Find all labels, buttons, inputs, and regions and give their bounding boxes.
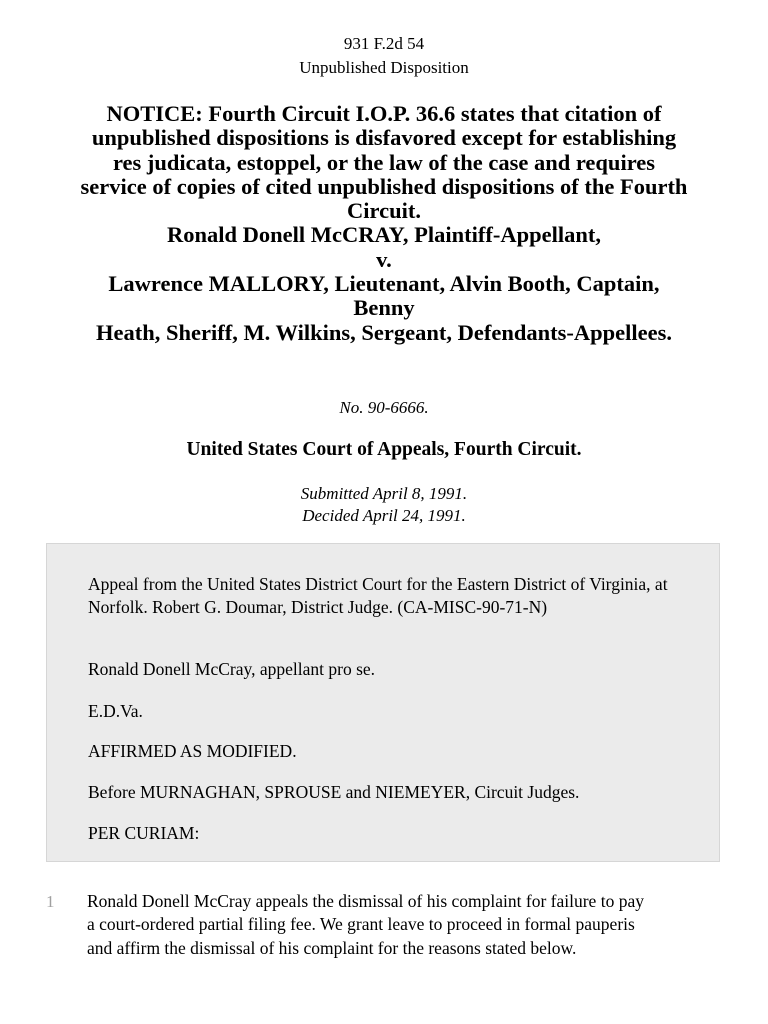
- notice-line-3: res judicata, estoppel, or the law of the case and requires: [112, 149, 656, 175]
- per-curiam-text: PER CURIAM:: [88, 823, 200, 843]
- decided-date: Decided April 24, 1991.: [302, 506, 466, 525]
- paragraph-line-3: and affirm the dismissal of his complaint for the reasons stated below.: [87, 937, 577, 958]
- defendants-line-2: Benny: [353, 295, 415, 321]
- notice-line-5: Circuit.: [347, 198, 421, 224]
- result-text: AFFIRMED AS MODIFIED.: [88, 741, 297, 761]
- notice-line-1: NOTICE: Fourth Circuit I.O.P. 36.6 states that citation of: [106, 101, 662, 126]
- paragraph-number: 1: [46, 892, 55, 911]
- case-heading: [40, 102, 728, 345]
- defendants-line-1: Lawrence MALLORY, Lieutenant, Alvin Booth, Captain,: [108, 271, 660, 297]
- plaintiff-line: Ronald Donell McCRAY, Plaintiff-Appellant,: [167, 222, 601, 248]
- disposition-label: Unpublished Disposition: [299, 58, 469, 77]
- submitted-date: Submitted April 8, 1991.: [300, 484, 468, 503]
- district-text: E.D.Va.: [88, 701, 143, 721]
- paragraph-line-2: a court-ordered partial filing fee. We grant leave to proceed in formal pauperis: [87, 914, 635, 935]
- notice-line-4: service of copies of cited unpublished dispositions of the Fourth: [80, 173, 688, 199]
- versus-line: v.: [376, 246, 392, 272]
- paragraph-line-1: Ronald Donell McCray appeals the dismissal of his complaint for failure to pay: [87, 891, 644, 911]
- case-details-box: [46, 543, 720, 862]
- defendants-line-3: Heath, Sheriff, M. Wilkins, Sergeant, Defendants-Appellees.: [95, 319, 673, 345]
- appeal-from-text: Appeal from the United States District Court for the Eastern District of Virginia, at Norfolk. Robert G. Doumar, District Judge. (CA-MISC-90-71-N): [88, 574, 668, 617]
- court-name: United States Court of Appeals, Fourth Circuit.: [186, 439, 582, 460]
- notice-line-2: unpublished dispositions is disfavored except for establishing: [91, 125, 677, 151]
- docket-number: No. 90-6666.: [339, 398, 429, 417]
- paragraph-body: [87, 890, 727, 960]
- reporter-citation: 931 F.2d 54: [343, 34, 425, 53]
- judges-text: Before MURNAGHAN, SPROUSE and NIEMEYER, Circuit Judges.: [88, 782, 580, 802]
- appellant-text: Ronald Donell McCray, appellant pro se.: [88, 659, 376, 679]
